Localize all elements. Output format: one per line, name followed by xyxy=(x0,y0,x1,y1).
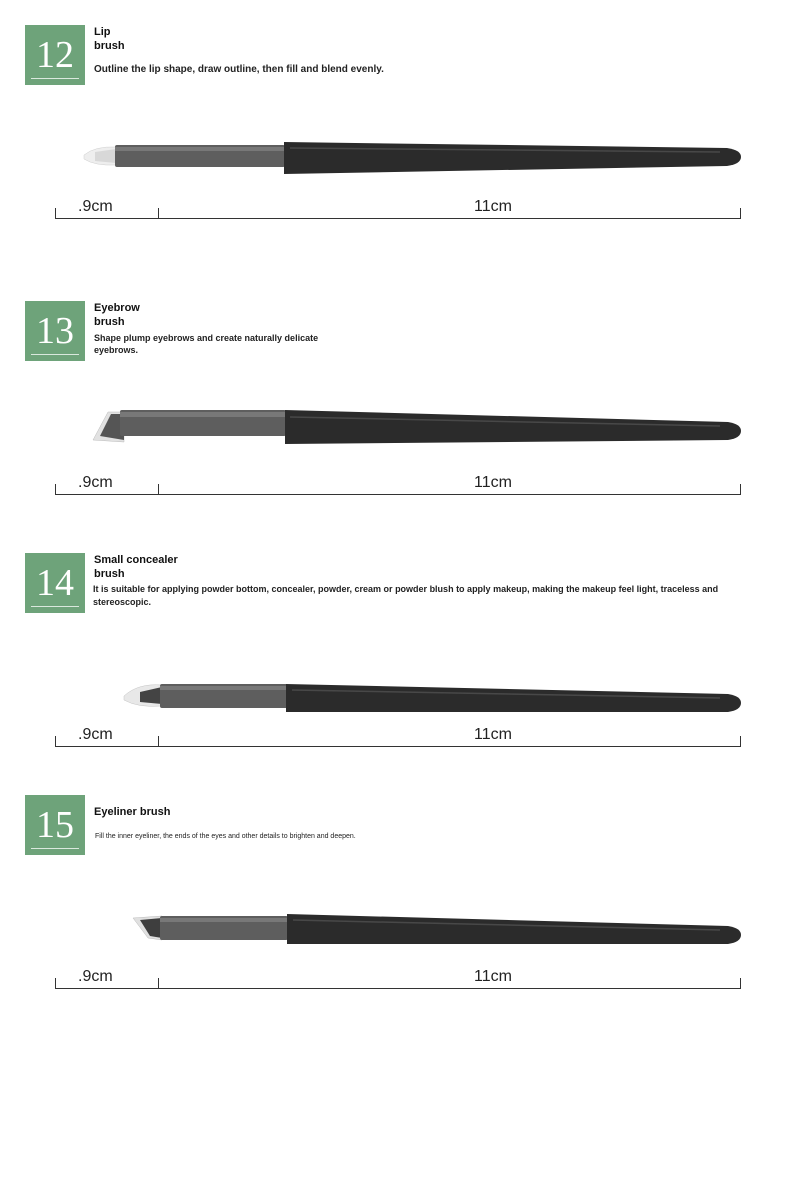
brush-description: It is suitable for applying powder bottom, concealer, powder, cream or powder blush to apply makeup, making the makeup feel light, traceless and stereoscopic. xyxy=(93,584,719,607)
brush-title-line2: brush xyxy=(94,40,125,52)
brush-description: Outline the lip shape, draw outline, then fill and blend evenly. xyxy=(94,64,384,75)
measure-tick-left xyxy=(55,208,56,219)
concealer-brush-image xyxy=(0,672,790,732)
brush-title xyxy=(94,553,214,581)
brush-title-line1: Small concealer xyxy=(94,554,178,566)
short-length-label: .9cm xyxy=(78,726,113,743)
measure-tick-right xyxy=(740,978,741,989)
brush-title xyxy=(94,805,214,819)
measure-tick-right xyxy=(740,736,741,747)
brush-description: Shape plump eyebrows and create naturally delicate eyebrows. xyxy=(94,333,319,355)
measurement-bar xyxy=(0,198,790,228)
measure-tick-mid xyxy=(158,736,159,747)
measure-tick-left xyxy=(55,736,56,747)
measure-tick-right xyxy=(740,208,741,219)
short-length-label: .9cm xyxy=(78,968,113,985)
long-length-label: 11cm xyxy=(474,474,512,491)
measure-tick-right xyxy=(740,484,741,495)
brush-title xyxy=(94,25,214,53)
section-number-badge: 12 xyxy=(25,25,85,85)
long-length-label: 11cm xyxy=(474,726,512,743)
long-length-label: 11cm xyxy=(474,968,512,985)
section-number-badge: 14 xyxy=(25,553,85,613)
measurement-bar xyxy=(0,968,790,998)
measurement-bar xyxy=(0,474,790,504)
section-number-badge: 15 xyxy=(25,795,85,855)
measure-tick-left xyxy=(55,978,56,989)
section-number-badge: 13 xyxy=(25,301,85,361)
brush-title-line2: brush xyxy=(94,316,125,328)
measurement-bar xyxy=(0,726,790,756)
eyeliner-brush-image xyxy=(0,904,790,964)
brush-title-line2: brush xyxy=(94,568,125,580)
long-length-label: 11cm xyxy=(474,198,512,215)
measure-tick-mid xyxy=(158,484,159,495)
brush-description: Fill the inner eyeliner, the ends of the eyes and other details to brighten and deepen. xyxy=(95,833,356,840)
eyebrow-brush-image xyxy=(0,400,790,460)
brush-title-line1: Lip xyxy=(94,26,111,38)
brush-title xyxy=(94,301,214,329)
measure-tick-mid xyxy=(158,208,159,219)
short-length-label: .9cm xyxy=(78,198,113,215)
brush-title-line1: Eyeliner brush xyxy=(94,806,171,818)
brush-title-line1: Eyebrow xyxy=(94,302,140,314)
short-length-label: .9cm xyxy=(78,474,113,491)
measure-tick-mid xyxy=(158,978,159,989)
lip-brush-image xyxy=(0,128,790,188)
measure-tick-left xyxy=(55,484,56,495)
